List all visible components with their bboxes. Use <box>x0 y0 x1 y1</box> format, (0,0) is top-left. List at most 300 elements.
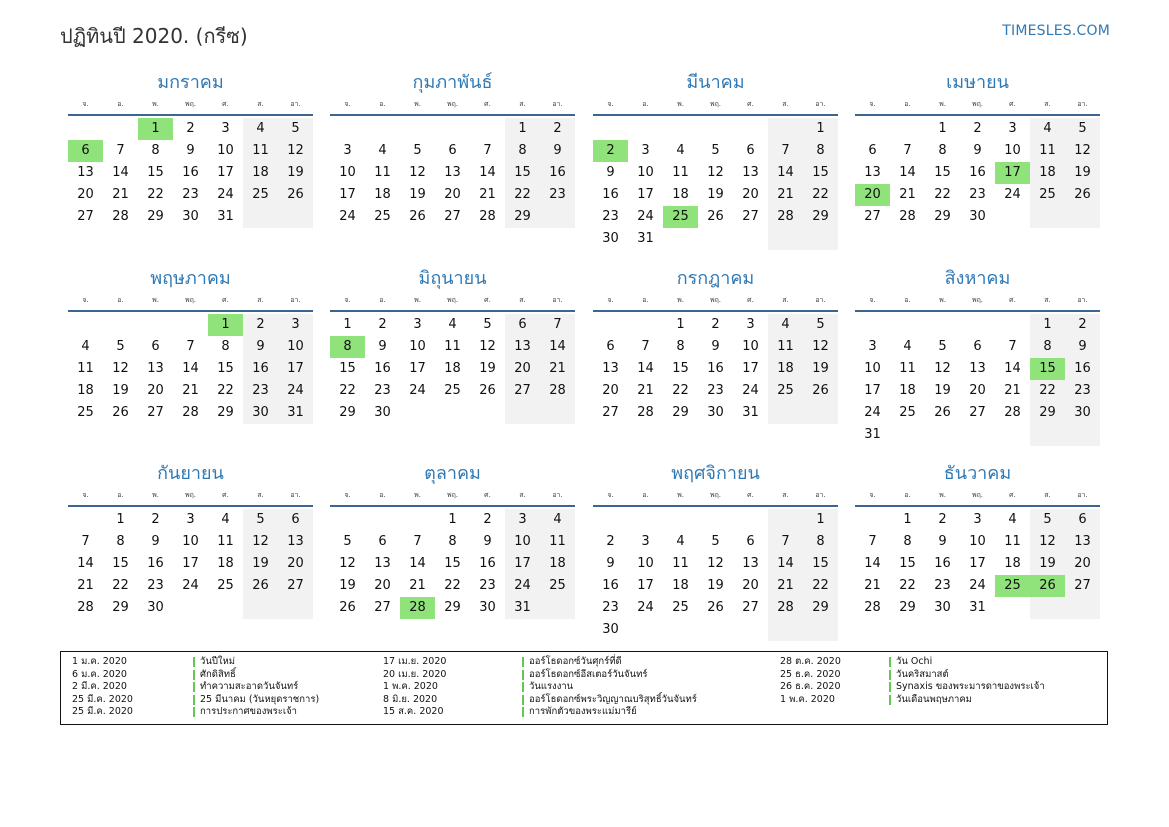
day-cell: 26 <box>409 209 426 224</box>
header-divider <box>330 114 575 116</box>
day-cell: 3 <box>746 317 755 332</box>
weekday-label: ศ. <box>747 490 754 499</box>
day-cell: 13 <box>1065 531 1100 553</box>
day-cell: 7 <box>768 531 803 553</box>
day-cell: 21 <box>899 187 916 202</box>
day-cell: 17 <box>217 165 234 180</box>
day-cell: 23 <box>540 184 575 206</box>
day-cell: 9 <box>540 140 575 162</box>
header-divider <box>855 114 1100 116</box>
legend-holiday-name: วันเดือนพฤษภาคม <box>896 693 972 705</box>
day-cell: 23 <box>374 383 391 398</box>
day-cell: 5 <box>116 339 125 354</box>
day-cell: 9 <box>938 534 947 549</box>
day-cell: 24 <box>409 383 426 398</box>
legend-date: 25 มี.ค. 2020 <box>72 693 133 705</box>
day-cell: 6 <box>278 509 313 531</box>
day-cell: 21 <box>540 358 575 380</box>
legend-holiday-name: วันคริสมาสต์ <box>896 668 949 680</box>
day-cell: 5 <box>483 317 492 332</box>
weekday-label: พฤ. <box>709 99 722 108</box>
empty-day-cell <box>890 118 925 140</box>
day-cell: 1 <box>938 121 947 136</box>
days-grid <box>855 118 1100 228</box>
day-cell: 30 <box>707 405 724 420</box>
day-cell: 16 <box>1065 358 1100 380</box>
day-cell: 2 <box>540 118 575 140</box>
day-cell: 2 <box>151 512 160 527</box>
day-cell: 26 <box>707 209 724 224</box>
day-cell: 17 <box>409 361 426 376</box>
day-cell: 23 <box>934 578 951 593</box>
day-cell: 20 <box>742 187 759 202</box>
legend-entry <box>780 656 1045 669</box>
day-cell: 19 <box>278 162 313 184</box>
day-cell: 10 <box>409 339 426 354</box>
day-cell: 24 <box>505 575 540 597</box>
day-cell: 16 <box>147 556 164 571</box>
day-cell: 21 <box>112 187 129 202</box>
header-divider <box>68 114 313 116</box>
day-cell: 19 <box>803 358 838 380</box>
empty-day-cell <box>995 206 1030 228</box>
day-cell: 28 <box>479 209 496 224</box>
weekday-label: พ. <box>939 99 946 108</box>
month-calendar <box>68 267 313 424</box>
month-name: เมษายน <box>946 72 1009 93</box>
empty-day-cell <box>103 314 138 336</box>
day-cell: 26 <box>707 600 724 615</box>
day-cell: 28 <box>182 405 199 420</box>
empty-day-cell <box>768 619 803 641</box>
day-cell: 17 <box>339 187 356 202</box>
day-cell: 6 <box>505 314 540 336</box>
day-cell: 14 <box>182 361 199 376</box>
brand-link[interactable]: TIMESLES.COM <box>1002 23 1110 39</box>
weekday-label: จ. <box>607 295 614 304</box>
weekday-label: ส. <box>519 99 526 108</box>
weekday-label: อ. <box>117 295 124 304</box>
weekday-label: ศ. <box>484 99 491 108</box>
empty-day-cell <box>628 509 663 531</box>
header-divider <box>855 505 1100 507</box>
day-cell: 10 <box>505 531 540 553</box>
month-name: มกราคม <box>157 72 224 93</box>
day-cell: 2 <box>243 314 278 336</box>
day-cell: 22 <box>217 383 234 398</box>
day-cell: 5 <box>803 314 838 336</box>
day-cell: 6 <box>746 143 755 158</box>
day-cell: 1 <box>676 317 685 332</box>
day-cell: 21 <box>637 383 654 398</box>
day-cell: 8 <box>938 143 947 158</box>
day-cell: 28 <box>768 597 803 619</box>
day-cell: 11 <box>444 339 461 354</box>
month-calendar <box>855 267 1100 446</box>
days-grid <box>593 509 838 641</box>
day-cell: 24 <box>182 578 199 593</box>
day-cell: 7 <box>868 534 877 549</box>
empty-day-cell <box>768 228 803 250</box>
day-cell: 13 <box>742 556 759 571</box>
empty-day-cell <box>593 509 628 531</box>
day-cell: 30 <box>602 231 619 246</box>
day-cell: 4 <box>81 339 90 354</box>
day-cell: 22 <box>1030 380 1065 402</box>
empty-day-cell <box>803 619 838 641</box>
empty-day-cell <box>68 314 103 336</box>
day-cell: 10 <box>637 165 654 180</box>
day-cell: 1 <box>1030 314 1065 336</box>
weekday-label: อา. <box>815 295 826 304</box>
empty-day-cell <box>733 228 768 250</box>
weekday-label: พฤ. <box>709 490 722 499</box>
month-name: ตุลาคม <box>424 463 481 484</box>
day-cell: 9 <box>378 339 387 354</box>
day-cell: 19 <box>479 361 496 376</box>
empty-day-cell <box>733 509 768 531</box>
weekday-label: ส. <box>519 295 526 304</box>
empty-day-cell <box>855 118 890 140</box>
legend-holiday-name: ออร์โธดอกซ์พระวิญญาณบริสุทธิ์วันจันทร์ <box>529 693 697 705</box>
empty-day-cell <box>1065 206 1100 228</box>
day-cell: 3 <box>868 339 877 354</box>
day-cell: 23 <box>479 578 496 593</box>
day-cell: 28 <box>112 209 129 224</box>
weekday-label: อ. <box>379 99 386 108</box>
day-cell: 16 <box>602 187 619 202</box>
legend-holiday-name: Synaxis ของพระมารดาของพระเจ้า <box>896 681 1045 693</box>
day-cell: 7 <box>1008 339 1017 354</box>
weekday-label: ศ. <box>1009 99 1016 108</box>
legend-column <box>780 656 1045 706</box>
empty-day-cell <box>698 228 733 250</box>
month-calendar <box>330 267 575 424</box>
day-cell: 29 <box>339 405 356 420</box>
day-cell: 28 <box>864 600 881 615</box>
day-cell: 19 <box>707 578 724 593</box>
days-grid <box>855 509 1100 619</box>
empty-day-cell <box>663 118 698 140</box>
holiday-day-cell: 6 <box>68 140 103 162</box>
weekday-header <box>330 291 575 309</box>
day-cell: 31 <box>505 597 540 619</box>
month-name: กุมภาพันธ์ <box>412 72 493 93</box>
day-cell: 23 <box>602 600 619 615</box>
day-cell: 8 <box>803 531 838 553</box>
day-cell: 13 <box>742 165 759 180</box>
days-grid <box>330 118 575 228</box>
weekday-label: ส. <box>257 99 264 108</box>
day-cell: 26 <box>339 600 356 615</box>
empty-day-cell <box>470 402 505 424</box>
day-cell: 18 <box>672 578 689 593</box>
day-cell: 16 <box>602 578 619 593</box>
weekday-label: พฤ. <box>709 295 722 304</box>
day-cell: 15 <box>505 162 540 184</box>
weekday-label: พ. <box>414 295 421 304</box>
day-cell: 22 <box>147 187 164 202</box>
weekday-label: พ. <box>677 99 684 108</box>
empty-day-cell <box>400 118 435 140</box>
empty-day-cell <box>243 597 278 619</box>
legend-entry <box>72 669 319 682</box>
weekday-label: พฤ. <box>971 99 984 108</box>
day-cell: 27 <box>742 600 759 615</box>
day-cell: 4 <box>1008 512 1017 527</box>
weekday-label: พ. <box>152 490 159 499</box>
day-cell: 10 <box>1004 143 1021 158</box>
day-cell: 5 <box>711 143 720 158</box>
weekday-label: ศ. <box>747 295 754 304</box>
day-cell: 20 <box>969 383 986 398</box>
day-cell: 18 <box>768 358 803 380</box>
day-cell: 4 <box>221 512 230 527</box>
day-cell: 5 <box>278 118 313 140</box>
day-cell: 30 <box>602 622 619 637</box>
legend-date: 25 มี.ค. 2020 <box>72 706 133 718</box>
day-cell: 16 <box>934 556 951 571</box>
empty-day-cell <box>628 619 663 641</box>
weekday-label: จ. <box>607 490 614 499</box>
day-cell: 1 <box>803 118 838 140</box>
empty-day-cell <box>628 314 663 336</box>
day-cell: 30 <box>374 405 391 420</box>
day-cell: 12 <box>278 140 313 162</box>
day-cell: 30 <box>479 600 496 615</box>
legend-date: 15 ส.ค. 2020 <box>383 706 444 718</box>
weekday-label: พ. <box>677 295 684 304</box>
day-cell: 15 <box>899 556 916 571</box>
days-grid <box>593 314 838 424</box>
day-cell: 29 <box>899 600 916 615</box>
day-cell: 16 <box>182 165 199 180</box>
day-cell: 25 <box>217 578 234 593</box>
day-cell: 6 <box>746 534 755 549</box>
weekday-label: ศ. <box>222 295 229 304</box>
month-name: มีนาคม <box>686 72 745 93</box>
day-cell: 18 <box>243 162 278 184</box>
legend-entry <box>383 706 697 719</box>
weekday-label: อ. <box>904 99 911 108</box>
day-cell: 15 <box>217 361 234 376</box>
header-divider <box>68 310 313 312</box>
weekday-label: อา. <box>1077 99 1088 108</box>
day-cell: 15 <box>112 556 129 571</box>
legend-entry <box>72 706 319 719</box>
day-cell: 19 <box>339 578 356 593</box>
day-cell: 8 <box>221 339 230 354</box>
empty-day-cell <box>505 402 540 424</box>
day-cell: 25 <box>672 600 689 615</box>
holiday-day-cell: 26 <box>1030 575 1065 597</box>
empty-day-cell <box>663 619 698 641</box>
legend-date: 17 เม.ย. 2020 <box>383 656 447 667</box>
empty-day-cell <box>330 509 365 531</box>
day-cell: 21 <box>864 578 881 593</box>
day-cell: 24 <box>742 383 759 398</box>
day-cell: 7 <box>116 143 125 158</box>
day-cell: 25 <box>374 209 391 224</box>
day-cell: 13 <box>77 165 94 180</box>
day-cell: 19 <box>409 187 426 202</box>
holiday-day-cell: 1 <box>208 314 243 336</box>
days-grid <box>330 509 575 619</box>
day-cell: 14 <box>899 165 916 180</box>
day-cell: 4 <box>1030 118 1065 140</box>
day-cell: 6 <box>1065 509 1100 531</box>
day-cell: 11 <box>217 534 234 549</box>
day-cell: 11 <box>768 336 803 358</box>
empty-day-cell <box>1030 206 1065 228</box>
day-cell: 8 <box>903 534 912 549</box>
day-cell: 24 <box>1004 187 1021 202</box>
day-cell: 12 <box>243 531 278 553</box>
holiday-day-cell: 8 <box>330 336 365 358</box>
empty-day-cell <box>435 402 470 424</box>
day-cell: 12 <box>803 336 838 358</box>
day-cell: 7 <box>81 534 90 549</box>
day-cell: 11 <box>374 165 391 180</box>
day-cell: 22 <box>803 184 838 206</box>
month-calendar <box>330 462 575 619</box>
empty-day-cell <box>400 509 435 531</box>
day-cell: 2 <box>1065 314 1100 336</box>
day-cell: 27 <box>147 405 164 420</box>
weekday-label: พฤ. <box>446 490 459 499</box>
month-name: พฤษภาคม <box>150 268 231 289</box>
day-cell: 10 <box>742 339 759 354</box>
day-cell: 1 <box>343 317 352 332</box>
days-grid <box>330 314 575 424</box>
weekday-label: ส. <box>782 490 789 499</box>
day-cell: 26 <box>112 405 129 420</box>
day-cell: 9 <box>606 165 615 180</box>
day-cell: 17 <box>864 383 881 398</box>
day-cell: 1 <box>803 509 838 531</box>
legend-date: 2 มี.ค. 2020 <box>72 681 127 693</box>
day-cell: 20 <box>374 578 391 593</box>
weekday-label: ศ. <box>222 99 229 108</box>
holiday-day-cell: 28 <box>400 597 435 619</box>
legend-date: 26 ธ.ค. 2020 <box>780 681 841 693</box>
legend-column <box>383 656 697 719</box>
day-cell: 27 <box>969 405 986 420</box>
day-cell: 14 <box>479 165 496 180</box>
day-cell: 12 <box>112 361 129 376</box>
page-title: ปฏิทินปี 2020. (กรีซ) <box>60 24 248 48</box>
day-cell: 15 <box>672 361 689 376</box>
day-cell: 28 <box>768 206 803 228</box>
day-cell: 10 <box>339 165 356 180</box>
day-cell: 24 <box>217 187 234 202</box>
day-cell: 3 <box>278 314 313 336</box>
weekday-label: อา. <box>552 490 563 499</box>
day-cell: 25 <box>77 405 94 420</box>
empty-day-cell <box>995 424 1030 446</box>
day-cell: 12 <box>707 556 724 571</box>
day-cell: 4 <box>676 534 685 549</box>
day-cell: 4 <box>243 118 278 140</box>
day-cell: 6 <box>868 143 877 158</box>
weekday-label: อ. <box>642 295 649 304</box>
weekday-label: อา. <box>290 490 301 499</box>
weekday-header <box>68 291 313 309</box>
day-cell: 15 <box>444 556 461 571</box>
holiday-day-cell: 1 <box>138 118 173 140</box>
empty-day-cell <box>68 118 103 140</box>
day-cell: 26 <box>803 380 838 402</box>
empty-day-cell <box>540 206 575 228</box>
day-cell: 3 <box>221 121 230 136</box>
weekday-header <box>855 95 1100 113</box>
empty-day-cell <box>593 118 628 140</box>
weekday-label: พ. <box>939 490 946 499</box>
day-cell: 26 <box>243 575 278 597</box>
empty-day-cell <box>278 597 313 619</box>
weekday-label: อ. <box>117 99 124 108</box>
day-cell: 22 <box>444 578 461 593</box>
day-cell: 4 <box>676 143 685 158</box>
weekday-label: อ. <box>117 490 124 499</box>
empty-day-cell <box>138 314 173 336</box>
day-cell: 14 <box>112 165 129 180</box>
weekday-header <box>593 95 838 113</box>
legend-holiday-name: การพักตัวของพระแม่มารีย์ <box>529 706 637 718</box>
day-cell: 19 <box>707 187 724 202</box>
day-cell: 17 <box>278 358 313 380</box>
day-cell: 2 <box>973 121 982 136</box>
empty-day-cell <box>925 314 960 336</box>
day-cell: 13 <box>444 165 461 180</box>
weekday-label: พฤ. <box>971 490 984 499</box>
month-name: ธันวาคม <box>943 463 1012 484</box>
day-cell: 3 <box>413 317 422 332</box>
empty-day-cell <box>803 228 838 250</box>
weekday-label: อา. <box>290 295 301 304</box>
weekday-label: พ. <box>152 295 159 304</box>
day-cell: 15 <box>147 165 164 180</box>
day-cell: 28 <box>899 209 916 224</box>
weekday-header <box>330 486 575 504</box>
day-cell: 7 <box>540 314 575 336</box>
day-cell: 10 <box>969 534 986 549</box>
empty-day-cell <box>960 424 995 446</box>
day-cell: 12 <box>934 361 951 376</box>
day-cell: 23 <box>182 187 199 202</box>
empty-day-cell <box>330 118 365 140</box>
weekday-label: อา. <box>815 99 826 108</box>
day-cell: 12 <box>1065 140 1100 162</box>
day-cell: 12 <box>339 556 356 571</box>
empty-day-cell <box>890 314 925 336</box>
day-cell: 14 <box>768 553 803 575</box>
day-cell: 24 <box>969 578 986 593</box>
holiday-day-cell: 17 <box>995 162 1030 184</box>
day-cell: 3 <box>343 143 352 158</box>
day-cell: 5 <box>413 143 422 158</box>
weekday-label: จ. <box>82 99 89 108</box>
empty-day-cell <box>733 619 768 641</box>
weekday-label: อ. <box>642 490 649 499</box>
empty-day-cell <box>698 118 733 140</box>
weekday-label: อ. <box>904 295 911 304</box>
empty-day-cell <box>960 314 995 336</box>
day-cell: 5 <box>243 509 278 531</box>
legend-date: 20 เม.ย. 2020 <box>383 668 447 680</box>
empty-day-cell <box>925 424 960 446</box>
empty-day-cell <box>768 118 803 140</box>
